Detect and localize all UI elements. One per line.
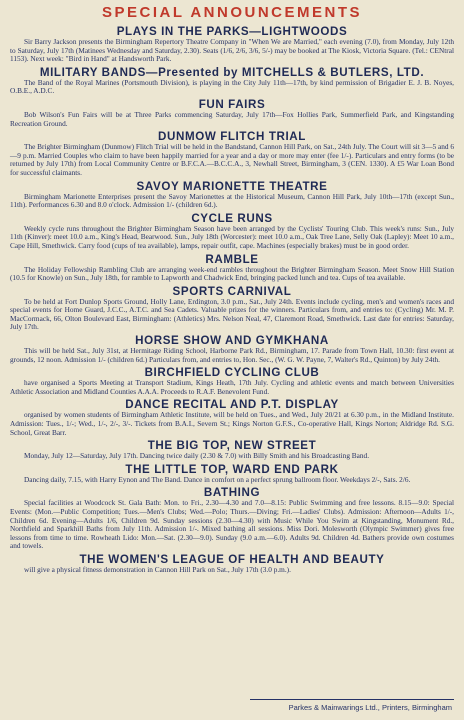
section-heading: SAVOY MARIONETTE THEATRE [136, 179, 328, 193]
section-heading: DANCE RECITAL AND P.T. DISPLAY [125, 398, 339, 412]
section-heading: FUN FAIRS [198, 97, 266, 111]
section-body: Dancing daily, 7.15, with Harry Eynon and The Band. Dance in comfort on a perfect sprung ballroom floor. Weekdays 2/-, Sats. 2/6. [24, 474, 411, 484]
section-body: The Brighter Birmingham (Dunmow) Flitch Trial will be held in the Bandstand, Cannon Hill Park, on Sat., 24th July. The Court will sit 3—5 and 6—9 p.m. Married Couples who claim to have been happily married for a year and a day or more may enter (fee 1/-). Particulars and entry forms (to be returned by July 17th) from Local Community Centre or B.F.C.A.—B.C.C.A., 3, Newhall Street, Birmingham, 3 (CEN. 1330). A £5 War Loan Bond for successful claimants. [10, 142, 454, 177]
section-heading: HORSE SHOW AND GYMKHANA [135, 334, 329, 348]
section-heading: RAMBLE [205, 252, 259, 266]
section-heading: DUNMOW FLITCH TRIAL [158, 130, 306, 144]
announcement-section [10, 486, 454, 551]
section-body: The Band of the Royal Marines (Portsmouth Division), is playing in the City July 11th—17th, by kind permission of Brigadier E. J. B. Noyes, O.B.E., A.D.C. [10, 77, 454, 96]
section-heading: MILITARY BANDS—Presented by MITCHELLS & BUTLERS, LTD. [39, 65, 425, 79]
section-body: have organised a Sports Meeting at Transport Stadium, Kings Heath, 17th July. Cycling and athletic events and match between Universities Athletic Association and Midland Counties A.A.A. Proceeds to R.A.F. Benevolent Fund. [10, 378, 454, 396]
section-heading: THE BIG TOP, NEW STREET [147, 439, 317, 453]
announcement-section [10, 334, 454, 364]
section-body: Bob Wilson's Fun Fairs will be at Three Parks commencing Saturday, July 17th—Fox Hollies Park, Summerfield Park, and Kingstanding Recreation Ground. [10, 109, 454, 128]
announcement-section [10, 553, 454, 575]
section-body: Special facilities at Woodcock St. Gala Bath: Mon. to Fri., 2.30—4.30 and 7.0—8.15: Public Swimming and free lessons. 8.15—9.0: Special Events: (Mon.—Public Competition; Tues.—Men's Clubs; Wed.—Polo; Thurs.—Diving; Fri.—Ladies' Clubs). Admission: Afternoon—Adults 1/-, Children 6d. Evening—Adults 1/6, Children 9d. Sunday sessions (2.30—4.30) with Music While You Swim at Kingstanding, Monument Rd., Northfield and Sparkhill Baths from July 11th. Admission 1/-. Mixed bathing all sessions. Miss Dori. Molesworth (Olympic Swimmer) gives free lessons from time to time. Rowheath Lido: Mon.—Sat. (2.30—9.0). Sunday (9.0 a.m.—6.0). Adults 9d. Children 4d. Bathers provide own costumes and towels. [10, 498, 454, 551]
announcement-section [10, 439, 454, 461]
section-heading: THE WOMEN'S LEAGUE OF HEALTH AND BEAUTY [79, 552, 385, 566]
announcement-section [10, 398, 454, 437]
section-heading: CYCLE RUNS [191, 211, 273, 225]
printer-credit: Parkes & Mainwarings Ltd., Printers, Birmingham [288, 703, 452, 712]
section-body: Weekly cycle runs throughout the Brighter Birmingham Season have been arranged by the Cyclists' Touring Club. This week's runs: Sun., July 11th (Kinver): meet 10.0 a.m., King's Head, Bearwood. Sun., July 18th (Worcester): meet 10.0 a.m., Oak Tree Lane, Selly Oak (Lapley): Meet 10 a.m., Cape Hill, Smethwick. Carry food (cups of tea available), lamps, repair outfit, cape. Machines (especially brakes) must be in good order. [10, 223, 454, 250]
announcement-section [10, 463, 454, 485]
announcement-section [10, 212, 454, 251]
footer-divider [250, 699, 454, 700]
section-body: Sir Barry Jackson presents the Birmingham Repertory Theatre Company in "When We are Married," each evening (7.0), from Monday, July 12th to Saturday, July 17th (Matinees Wednesday and Saturday, 2.30). Seats (1/6, 2/6, 3/6, 5/-) may be booked at The Kiosk, Victoria Square. (Tel.: CENtral 1153). Next week: "Bird in Hand" at Handsworth Park. [10, 37, 454, 64]
announcement-section [10, 66, 454, 96]
section-heading: THE LITTLE TOP, WARD END PARK [125, 462, 339, 476]
announcement-section [10, 285, 454, 332]
announcement-section [10, 366, 454, 396]
section-heading: SPORTS CARNIVAL [172, 284, 292, 298]
section-body: Monday, July 12—Saturday, July 17th. Dancing twice daily (2.30 & 7.0) with Billy Smith and his Broadcasting Band. [24, 451, 370, 461]
section-body: organised by women students of Birmingham Athletic Institute, will be held on Tues., and Wed., July 20/21 at 6.30 p.m., in the Midland Institute. Admission: Tues., 1/-; Wed., 1/-, 2/-, 3/-. Tickets from B.A.I., Severn St.; Kings Norton G.F.S., Co-operative Hall, Kings Norton; Aldridge Rd. S.G. School, Great Barr. [10, 410, 454, 437]
announcement-section [10, 130, 454, 177]
section-heading: BIRCHFIELD CYCLING CLUB [144, 366, 320, 380]
section-body: The Holiday Fellowship Rambling Club are arranging week-end rambles throughout the Brighter Birmingham Season. Meet Snow Hill Station (10.5 for Knowle) on Sun., July 18th, for ramble to Lapworth and Chadwick End, bringing packed lunch and tea. Cups of tea available. [10, 264, 454, 283]
announcement-section [10, 25, 454, 64]
announcements-list [10, 25, 454, 575]
announcement-section [10, 98, 454, 128]
section-heading: PLAYS IN THE PARKS—LIGHTWOODS [116, 25, 348, 38]
announcement-section [10, 180, 454, 210]
page-title: SPECIAL ANNOUNCEMENTS [101, 4, 363, 21]
section-body: This will be held Sat., July 31st, at Hermitage Riding School, Harborne Park Rd., Birmingham, 17. Parade from Town Hall, 10.30: first event at grounds, 12 noon. Admission 1/- (children 6d.) Particulars from, and entries to, Hon. Sec., (W. G. W. Payne, 7, Walter's Rd., Quinton) by July 24th. [10, 346, 454, 364]
section-heading: BATHING [203, 486, 261, 500]
section-body: To be held at Fort Dunlop Sports Ground, Holly Lane, Erdington, 3.0 p.m., Sat., July 24th. Events include cycling, men's and women's races and special events for Home Guard, J.C.C., A.T.C. and Sea Cadets. Valuable prizes for the winners. Particulars from, and entries to: (Cycling) Mr. M. P. MacCormack, 66, Olton Boulevard East, Birmingham: (Athletics) Mrs. Nelson Neal, 47, Claremont Road, Smethwick. Last date for entries: Saturday, July 17th. [10, 296, 454, 332]
section-body: will give a physical fitness demonstration in Cannon Hill Park on Sat., July 17th (3.0 p.m.). [24, 564, 291, 574]
announcement-section [10, 253, 454, 283]
section-body: Birmingham Marionette Enterprises present the Savoy Marionettes at the Historical Museum, Cannon Hill Park, July 10th—17th (except Sun., 11th). Performances 6.30 and 8.0 o'clock. Admission 1/- (children 6d.). [10, 191, 454, 210]
